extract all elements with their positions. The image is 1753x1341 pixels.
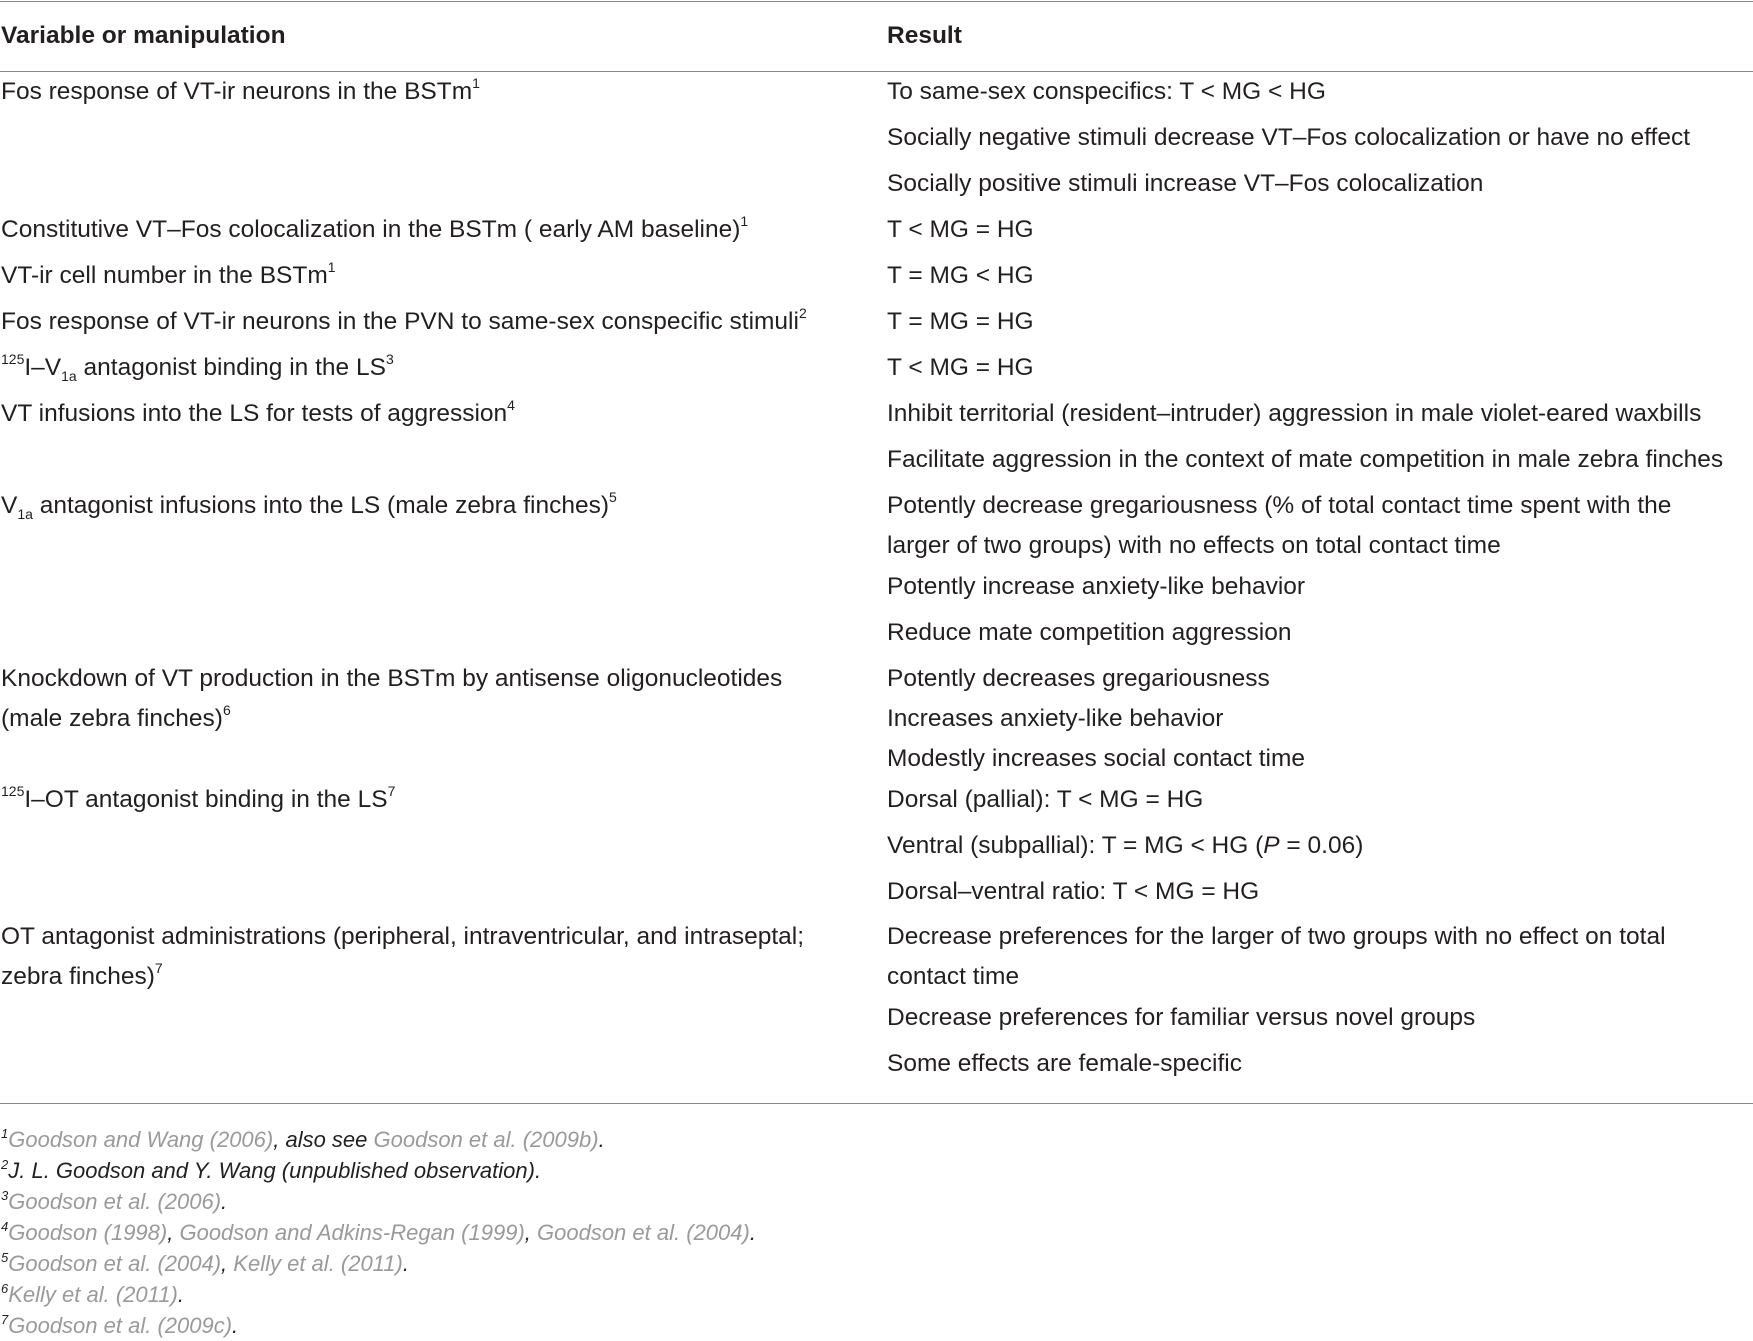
row-7-result-2: larger of two groups) with no effects on total contact time [887,532,1501,559]
footnote-2: $^2$J. L. Goodson and Y. Wang (unpublished observation). [1,1156,542,1183]
footnote-4: $^4$Goodson (1998), Goodson and Adkins-Regan (1999), Goodson et al. (2004). [1,1218,756,1245]
row-10-variable-line-1: OT antagonist administrations (peripheral, intraventricular, and intraseptal; [1,923,805,950]
row-7-variable: $V_{1a}$ antagonist infusions into the LS (male zebra finches)$^5$ [1,488,617,522]
row-8-result-2: Increases anxiety-like behavior [887,705,1224,732]
row-1-variable: Fos response of VT-ir neurons in the BSTm$^1$ [1,74,480,105]
row-10-result-4: Some effects are female-specific [887,1050,1242,1077]
row-6-result-2: Facilitate aggression in the context of mate competition in male zebra finches [887,446,1724,473]
row-8-result-1: Potently decreases gregariousness [887,665,1270,692]
row-1-result-3: Socially positive stimuli increase VT–Fos colocalization [887,170,1484,197]
row-6-variable: VT infusions into the LS for tests of aggression$^4$ [1,396,515,427]
row-2-variable: Constitutive VT–Fos colocalization in the BSTm ( early AM baseline)$^1$ [1,212,749,243]
row-9-result-2: Ventral (subpallial): T = MG < HG (P = 0.06) [887,832,1364,859]
header-result: Result [887,22,962,49]
row-3-result-1: T = MG < HG [887,262,1034,289]
row-1-result-1: To same-sex conspecifics: T < MG < HG [887,78,1326,105]
footnote-5-link-1[interactable]: Goodson et al. (2004) [8,1251,222,1276]
row-9-result-3: Dorsal–ventral ratio: T < MG = HG [887,878,1260,905]
row-5-variable: $^{125}I-V_{1a}$ antagonist binding in the $LS^3$ [1,350,394,384]
footnote-6: $^6$Kelly et al. (2011). [1,1280,184,1307]
footnote-1: $^1$Goodson and Wang (2006), also see Goodson et al. (2009b). [1,1125,605,1152]
row-10-result-1: Decrease preferences for the larger of two groups with no effect on total [887,923,1666,950]
row-3-variable: VT-ir cell number in the BSTm$^1$ [1,258,336,289]
row-7-result-4: Reduce mate competition aggression [887,619,1292,646]
row-8-variable-line-2: (male zebra finches)$^6$ [1,701,231,732]
table-bottom-rule [0,1103,1753,1104]
row-10-variable-line-2: zebra finches)$^7$ [1,959,163,990]
footnote-5: $^5$Goodson et al. (2004), Kelly et al. (2011). [1,1249,409,1276]
footnote-3-link-1[interactable]: Goodson et al. (2006) [8,1189,222,1214]
footnote-7: $^7$Goodson et al. (2009c). [1,1311,239,1338]
row-8-variable-line-1: Knockdown of VT production in the BSTm by antisense oligonucleotides [1,665,783,692]
footnote-4-link-3[interactable]: Goodson et al. (2004) [537,1220,750,1245]
footnote-7-link-1[interactable]: Goodson et al. (2009c) [8,1313,233,1338]
row-6-result-1: Inhibit territorial (resident–intruder) aggression in male violet-eared waxbills [887,400,1702,427]
row-1-result-2: Socially negative stimuli decrease VT–Fos colocalization or have no effect [887,124,1691,151]
row-9-variable: $^{125}$I–OT antagonist binding in the $LS^7$ [1,782,396,813]
row-2-result-1: T < MG = HG [887,216,1034,243]
footnote-6-link-1[interactable]: Kelly et al. (2011) [8,1282,178,1307]
footnote-1-link-1[interactable]: Goodson and Wang (2006) [8,1127,274,1152]
row-4-result-1: T = MG = HG [887,308,1034,335]
header-variable: Variable or manipulation [1,22,286,49]
row-4-variable: Fos response of VT-ir neurons in the PVN to same-sex conspecific stimuli$^2$ [1,304,807,335]
row-10-result-2: contact time [887,963,1020,990]
footnote-4-link-2[interactable]: Goodson and Adkins-Regan (1999) [179,1220,525,1245]
footnote-3: $^3$Goodson et al. (2006). [1,1187,228,1214]
row-7-result-1: Potently decrease gregariousness (% of total contact time spent with the [887,492,1672,519]
row-7-result-3: Potently increase anxiety-like behavior [887,573,1306,600]
table-top-rule [0,1,1753,2]
footnote-1-link-2[interactable]: Goodson et al. (2009b) [373,1127,599,1152]
row-5-result-1: T < MG = HG [887,354,1034,381]
row-9-result-1: Dorsal (pallial): T < MG = HG [887,786,1204,813]
footnote-5-link-2[interactable]: Kelly et al. (2011) [233,1251,403,1276]
footnote-4-link-1[interactable]: Goodson (1998) [8,1220,168,1245]
row-10-result-3: Decrease preferences for familiar versus novel groups [887,1004,1476,1031]
row-8-result-3: Modestly increases social contact time [887,745,1306,772]
